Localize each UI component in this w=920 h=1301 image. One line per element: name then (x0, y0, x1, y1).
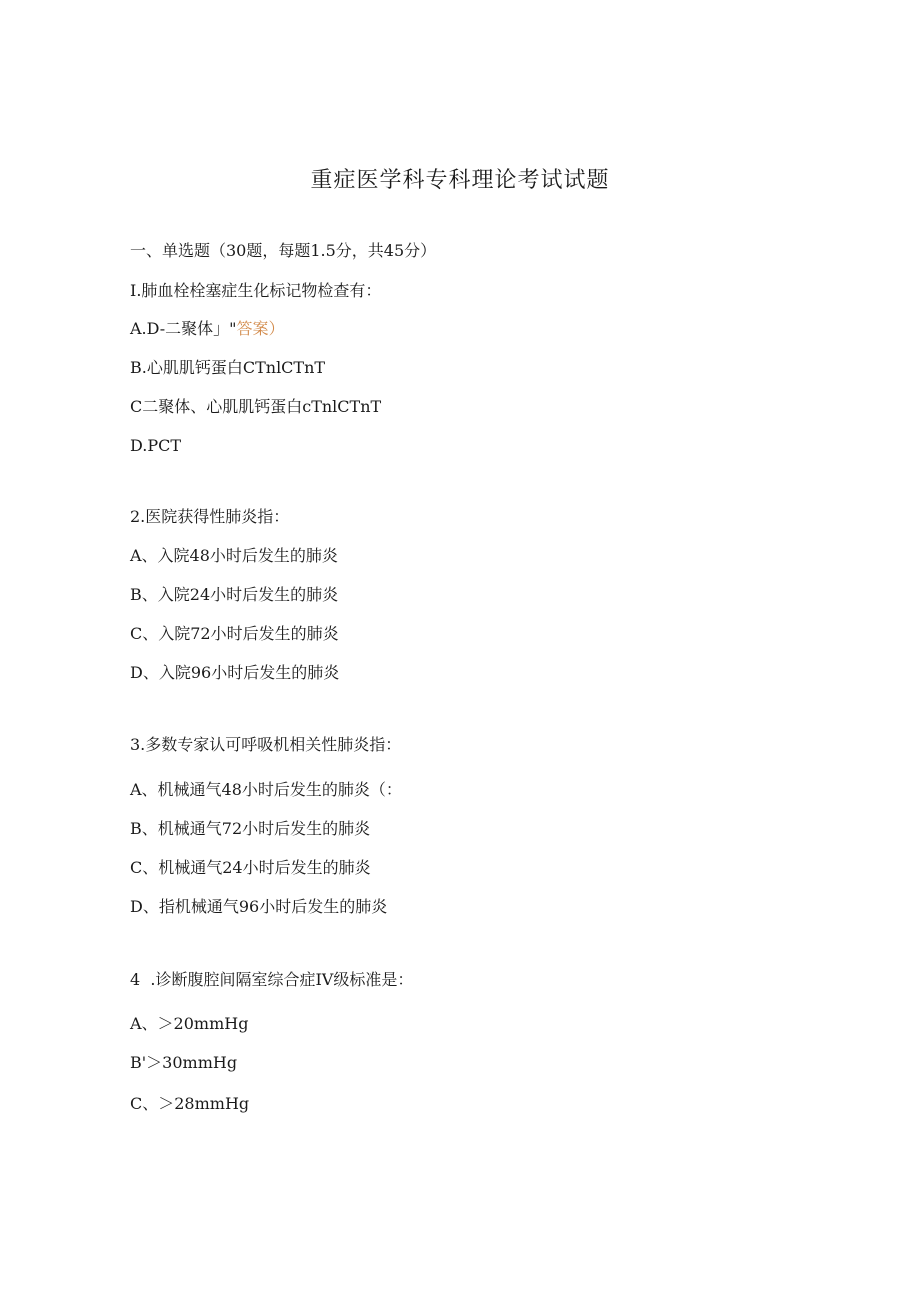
question-1-option-d: D.PCT (130, 436, 182, 455)
question-2-option-a: A、入院48小时后发生的肺炎 (130, 546, 338, 565)
question-3-option-b: B、机械通气72小时后发生的肺炎 (130, 819, 371, 838)
question-2-stem: 2.医院获得性肺炎指： (130, 507, 290, 526)
question-1-option-c: C二聚体、心肌肌钙蛋白cTnlCTnT (130, 397, 382, 416)
question-3-option-c: C、机械通气24小时后发生的肺炎 (130, 858, 371, 877)
page-title: 重症医学科专科理论考试试题 (310, 168, 610, 193)
section-header: 一、单选题（30题，每题1.5分，共45分） (130, 241, 437, 260)
question-1-option-b: B.心肌肌钙蛋白CTnlCTnT (130, 358, 326, 377)
question-1-stem: I.肺血栓栓塞症生化标记物检查有： (130, 281, 382, 300)
question-4-option-a: A、＞20mmHg (130, 1014, 249, 1033)
question-2-option-d: D、入院96小时后发生的肺炎 (130, 663, 340, 682)
question-3-option-a: A、机械通气48小时后发生的肺炎（： (130, 780, 402, 799)
answer-mark: 答案） (236, 319, 285, 338)
question-4-option-c: C、＞28mmHg (130, 1094, 250, 1113)
question-1-option-a (130, 318, 285, 340)
question-4-stem: 4 .诊断腹腔间隔室综合症IV级标准是： (130, 970, 414, 989)
question-3-stem: 3.多数专家认可呼吸机相关性肺炎指： (130, 735, 402, 754)
question-2-option-c: C、入院72小时后发生的肺炎 (130, 624, 339, 643)
question-2-option-b: B、入院24小时后发生的肺炎 (130, 585, 339, 604)
option-text: A.D-二聚体」" (130, 319, 237, 338)
question-4-option-b: B'＞30mmHg (130, 1053, 238, 1072)
question-3-option-d: D、指机械通气96小时后发生的肺炎 (130, 897, 388, 916)
